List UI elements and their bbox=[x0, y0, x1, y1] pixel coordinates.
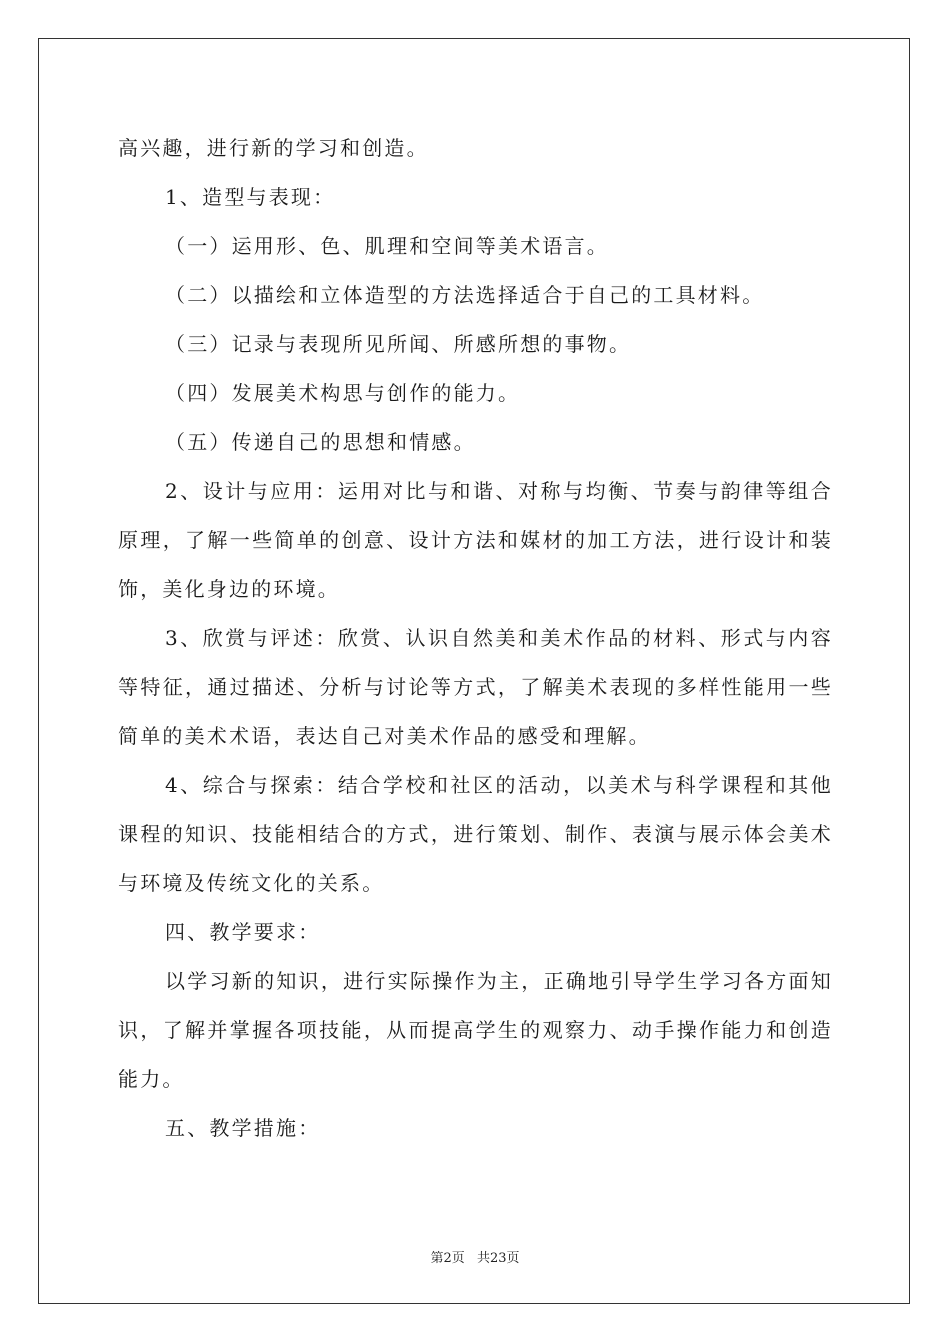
paragraph-13: 五、教学措施： bbox=[165, 1116, 321, 1140]
page-number: 第2页 bbox=[430, 1251, 465, 1266]
paragraph-7: （五）传递自己的思想和情感。 bbox=[165, 430, 476, 454]
paragraph-8: 2、设计与应用：运用对比与和谐、对称与均衡、节奏与韵律等组合原理，了解一些简单的创意、设计方法和媒材的加工方法，进行设计和装饰，美化身边的环境。 bbox=[118, 479, 833, 601]
page-footer bbox=[0, 1247, 950, 1266]
paragraph-6: （四）发展美术构思与创作的能力。 bbox=[165, 381, 521, 405]
paragraph-3: （一）运用形、色、肌理和空间等美术语言。 bbox=[165, 234, 609, 258]
paragraph-11: 四、教学要求： bbox=[165, 920, 321, 944]
document-body bbox=[118, 124, 833, 1153]
paragraph-9: 3、欣赏与评述：欣赏、认识自然美和美术作品的材料、形式与内容等特征，通过描述、分析与讨论等方式，了解美术表现的多样性能用一些简单的美术术语，表达自己对美术作品的感受和理解。 bbox=[118, 626, 833, 748]
page-total: 共23页 bbox=[476, 1251, 520, 1266]
paragraph-12: 以学习新的知识，进行实际操作为主，正确地引导学生学习各方面知识，了解并掌握各项技能，从而提高学生的观察力、动手操作能力和创造能力。 bbox=[118, 969, 833, 1091]
paragraph-1: 高兴趣，进行新的学习和创造。 bbox=[118, 136, 429, 160]
paragraph-2: 1、造型与表现： bbox=[165, 185, 336, 209]
paragraph-4: （二）以描绘和立体造型的方法选择适合于自己的工具材料。 bbox=[165, 283, 765, 307]
paragraph-10: 4、综合与探索：结合学校和社区的活动，以美术与科学课程和其他课程的知识、技能相结合的方式，进行策划、制作、表演与展示体会美术与环境及传统文化的关系。 bbox=[118, 773, 833, 895]
paragraph-5: （三）记录与表现所见所闻、所感所想的事物。 bbox=[165, 332, 632, 356]
